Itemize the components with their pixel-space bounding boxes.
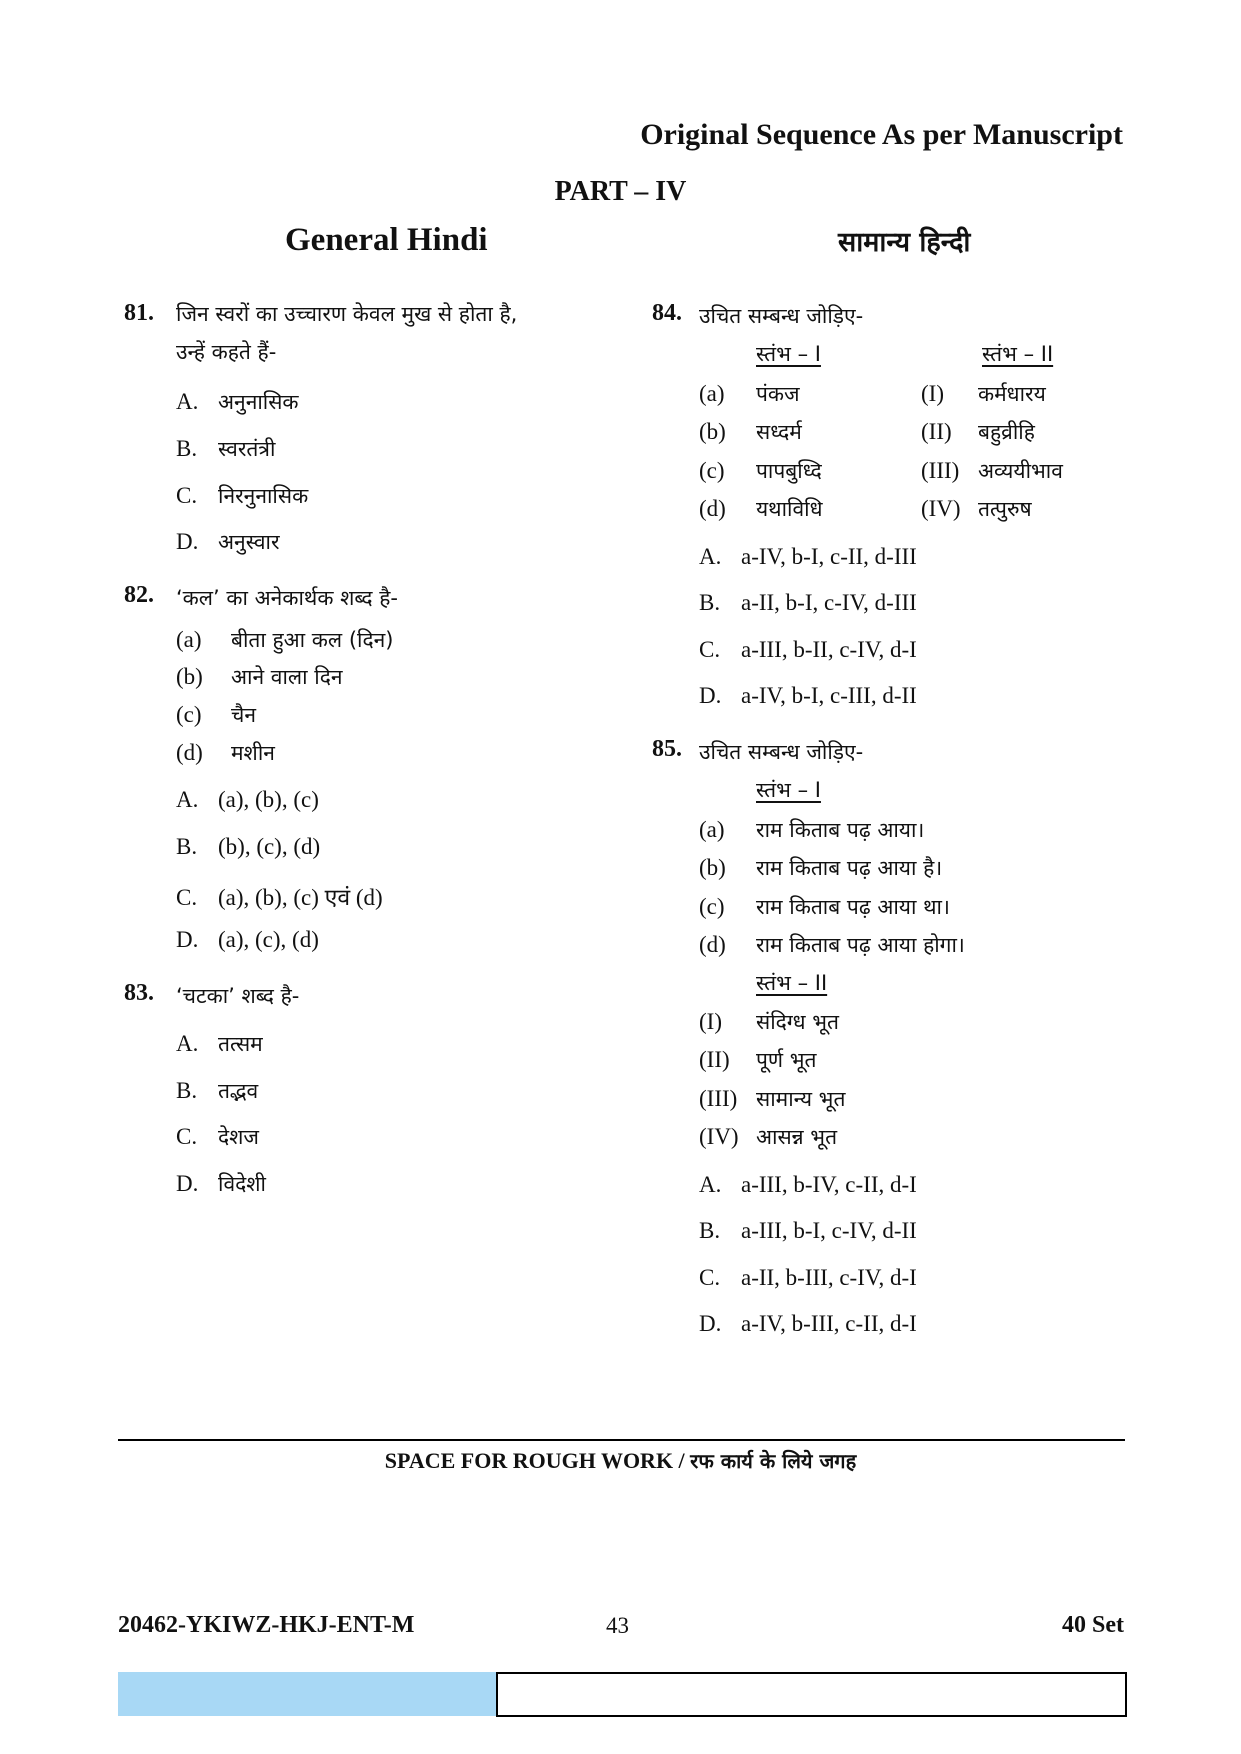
question-number: 83. — [124, 980, 154, 1006]
option-b[interactable]: B. स्वरतंत्री — [176, 436, 276, 461]
question-84 — [652, 300, 1132, 720]
list-item: (d) राम किताब पढ़ आया होगा। — [699, 932, 965, 957]
question-number: 85. — [652, 736, 682, 762]
question-number: 82. — [124, 582, 154, 608]
footer-color-bar — [118, 1672, 496, 1716]
list-item: (b) राम किताब पढ़ आया है। — [699, 855, 943, 880]
list-item: (IV) आसन्न भूत — [699, 1124, 838, 1149]
column-1-header: स्तंभ – I — [756, 342, 821, 366]
subject-title-hindi: सामान्य हिन्दी — [838, 227, 971, 258]
part-heading: PART – IV — [554, 176, 687, 207]
question-text: उचित सम्बन्ध जोड़िए- — [699, 304, 864, 328]
option-b[interactable]: B. (b), (c), (d) — [176, 834, 321, 859]
question-text: जिन स्वरों का उच्चारण केवल मुख से होता है, — [176, 302, 518, 326]
question-number: 81. — [124, 300, 154, 326]
sequence-title: Original Sequence As per Manuscript — [640, 118, 1123, 151]
question-83 — [124, 980, 594, 1200]
question-text: उन्हें कहते हैं- — [176, 340, 277, 364]
rough-work-label: SPACE FOR ROUGH WORK / रफ कार्य के लिये जगह — [384, 1448, 857, 1473]
question-text: ‘चटका’ शब्द है- — [176, 984, 300, 1008]
subject-title-english: General Hindi — [285, 222, 488, 258]
question-number: 84. — [652, 300, 682, 326]
option-c[interactable]: C. (a), (b), (c) एवं (d) — [176, 885, 383, 910]
booklet-code: 20462-YKIWZ-HKJ-ENT-M — [118, 1612, 415, 1638]
option-c[interactable]: C. a-III, b-II, c-IV, d-I — [699, 637, 917, 662]
list-item: (c) चैन — [176, 702, 256, 727]
list-item: (I) संदिग्ध भूत — [699, 1009, 840, 1034]
option-d[interactable]: D. अनुस्वार — [176, 529, 280, 554]
match-row: (b) सध्दर्म (II) बहुव्रीहि — [699, 419, 1035, 444]
option-d[interactable]: D. a-IV, b-I, c-III, d-II — [699, 683, 917, 708]
option-a[interactable]: A. (a), (b), (c) — [176, 787, 319, 812]
page-number: 43 — [606, 1613, 629, 1638]
question-85 — [652, 736, 1132, 1336]
question-82 — [124, 582, 594, 962]
option-d[interactable]: D. a-IV, b-III, c-II, d-I — [699, 1311, 917, 1336]
option-a[interactable]: A. तत्सम — [176, 1031, 263, 1056]
divider-line — [118, 1439, 1125, 1441]
match-row: (a) पंकज (I) कर्मधारय — [699, 381, 1046, 406]
set-number: 40 Set — [1062, 1612, 1124, 1638]
list-item: (b) आने वाला दिन — [176, 664, 343, 689]
column-2-header: स्तंभ – II — [756, 971, 828, 995]
question-81 — [124, 300, 594, 560]
list-item: (a) बीता हुआ कल (दिन) — [176, 627, 394, 652]
list-item: (d) मशीन — [176, 740, 275, 765]
column-2-header: स्तंभ – II — [982, 342, 1054, 366]
option-b[interactable]: B. a-II, b-I, c-IV, d-III — [699, 590, 917, 615]
list-item: (III) सामान्य भूत — [699, 1086, 846, 1111]
option-c[interactable]: C. निरनुनासिक — [176, 483, 309, 508]
question-text: ‘कल’ का अनेकार्थक शब्द है- — [176, 586, 398, 610]
question-text: उचित सम्बन्ध जोड़िए- — [699, 740, 864, 764]
option-d[interactable]: D. विदेशी — [176, 1171, 266, 1196]
footer-empty-box — [496, 1672, 1127, 1717]
option-c[interactable]: C. देशज — [176, 1124, 260, 1149]
option-d[interactable]: D. (a), (c), (d) — [176, 927, 319, 952]
option-a[interactable]: A. a-IV, b-I, c-II, d-III — [699, 544, 917, 569]
match-row: (d) यथाविधि (IV) तत्पुरुष — [699, 496, 1032, 521]
option-a[interactable]: A. अनुनासिक — [176, 389, 299, 414]
list-item: (a) राम किताब पढ़ आया। — [699, 817, 925, 842]
match-row: (c) पापबुध्दि (III) अव्ययीभाव — [699, 458, 1063, 483]
option-a[interactable]: A. a-III, b-IV, c-II, d-I — [699, 1172, 917, 1197]
list-item: (c) राम किताब पढ़ आया था। — [699, 894, 950, 919]
list-item: (II) पूर्ण भूत — [699, 1047, 817, 1072]
option-c[interactable]: C. a-II, b-III, c-IV, d-I — [699, 1265, 917, 1290]
option-b[interactable]: B. तद्भव — [176, 1078, 259, 1103]
option-b[interactable]: B. a-III, b-I, c-IV, d-II — [699, 1218, 917, 1243]
column-1-header: स्तंभ – I — [756, 778, 821, 802]
